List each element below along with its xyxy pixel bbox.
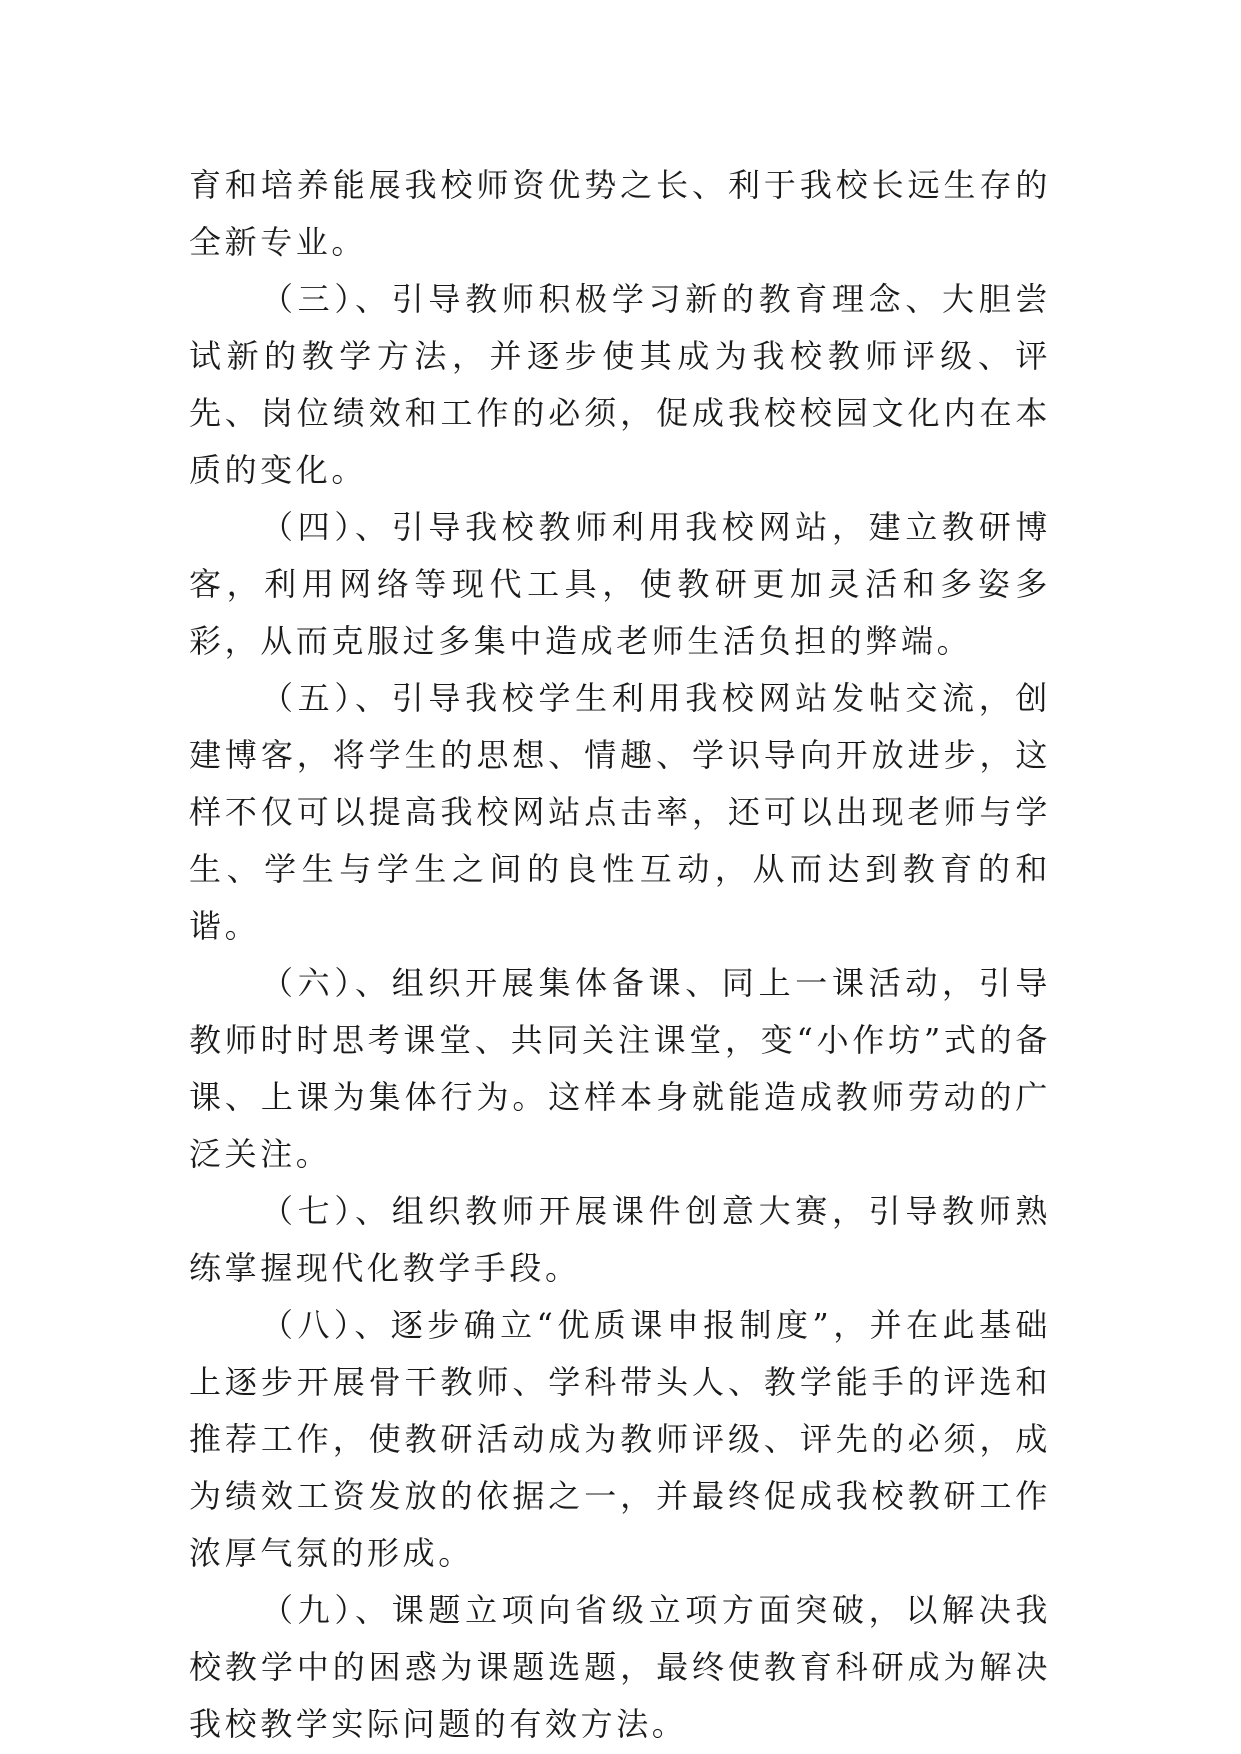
paragraph-item-5: （五）、引导我校学生利用我校网站发帖交流，创建博客，将学生的思想、情趣、学识导向开放进步，这样不仅可以提高我校网站点击率，还可以出现老师与学生、学生与学生之间的良性互动，从而达到教育的和谐。 xyxy=(189,679,1051,945)
document-body xyxy=(189,157,1051,1753)
paragraph-item-9: （九）、课题立项向省级立项方面突破，以解决我校教学中的困惑为课题选题，最终使教育科研成为解决我校教学实际问题的有效方法。 xyxy=(189,1591,1051,1743)
paragraph-item-6: （六）、组织开展集体备课、同上一课活动，引导教师时时思考课堂、共同关注课堂，变“小作坊”式的备课、上课为集体行为。这样本身就能造成教师劳动的广泛关注。 xyxy=(189,964,1051,1173)
paragraph-item-8: （八）、逐步确立“优质课申报制度”，并在此基础上逐步开展骨干教师、学科带头人、教学能手的评选和推荐工作，使教研活动成为教师评级、评先的必须，成为绩效工资发放的依据之一，并最终促成我校教研工作浓厚气氛的形成。 xyxy=(189,1306,1051,1572)
paragraph-item-7: （七）、组织教师开展课件创意大赛，引导教师熟练掌握现代化教学手段。 xyxy=(189,1192,1051,1287)
paragraph-item-4: （四）、引导我校教师利用我校网站，建立教研博客，利用网络等现代工具，使教研更加灵活和多姿多彩，从而克服过多集中造成老师生活负担的弊端。 xyxy=(189,508,1051,660)
paragraph-continuation: 育和培养能展我校师资优势之长、利于我校长远生存的全新专业。 xyxy=(189,166,1051,261)
paragraph-item-3: （三）、引导教师积极学习新的教育理念、大胆尝试新的教学方法，并逐步使其成为我校教师评级、评先、岗位绩效和工作的必须，促成我校校园文化内在本质的变化。 xyxy=(189,280,1051,489)
